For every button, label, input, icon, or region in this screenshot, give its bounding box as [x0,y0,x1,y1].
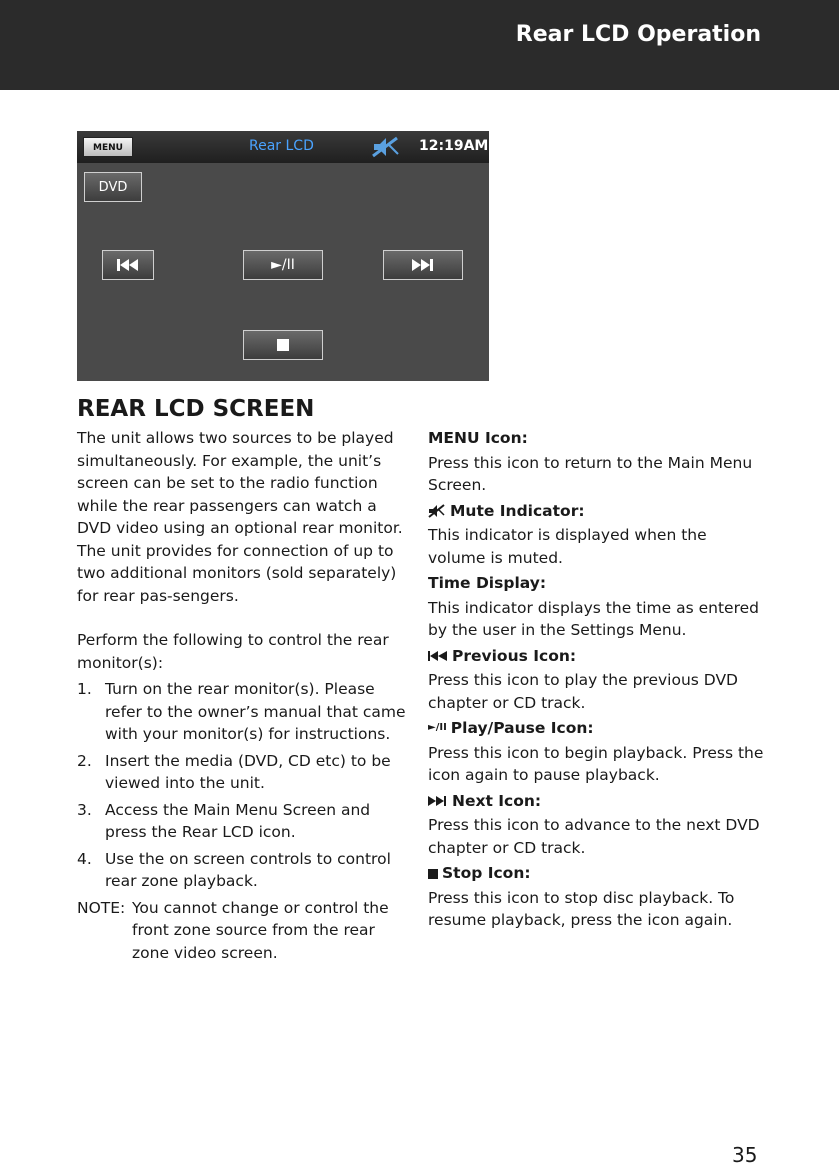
desc-stop-icon: Press this icon to stop disc playback. To resume playback, press the icon again. [428,888,735,930]
intro-paragraph: The unit allows two sources to be played simultaneously. For example, the unit’s screen can be set to the radio function while the rear passengers can watch a DVD video using an optional rear monitor. The unit provides for connection of up to two additional monitors (sold separately) for rear pas-sengers. [77,429,403,605]
step-number: 1. [77,680,92,698]
play-pause-button[interactable]: ►/II [243,250,323,280]
page-title: Rear LCD Operation [515,22,761,47]
right-column [428,427,768,935]
term-label: Next Icon: [452,791,542,810]
list-item [77,750,412,795]
list-item [77,848,412,893]
mute-icon [371,135,401,159]
desc-menu-icon: Press this icon to return to the Main Menu Screen. [428,453,753,494]
step-number: 4. [77,849,92,868]
desc-next-icon: Press this icon to advance to the next DVD chapter or CD track. [428,816,760,857]
menu-button[interactable]: MENU [83,137,133,157]
term-stop-icon [428,862,768,885]
desc-play-pause-icon: Press this icon to begin playback. Press the icon again to pause playback. [428,743,764,785]
list-item [77,799,412,844]
term-label: Stop Icon: [442,864,531,883]
step-text: Use the on screen controls to control rear zone playback. [105,849,391,890]
desc-previous-icon: Press this icon to play the previous DVD chapter or CD track. [428,671,738,712]
next-icon [428,796,448,806]
list-item [428,572,768,642]
step-number: 2. [77,751,92,770]
time-display: 12:19AM [419,138,489,154]
list-item [428,862,768,932]
header-band [0,0,839,90]
list-item [428,717,768,787]
list-item [428,427,768,497]
stop-icon [428,869,438,879]
previous-icon [117,259,139,271]
note-label: NOTE: [77,898,126,917]
term-mute-indicator [428,500,768,523]
list-item [428,790,768,860]
step-number: 3. [77,800,92,819]
next-icon [412,259,434,271]
step-text: Insert the media (DVD, CD etc) to be viewed into the unit. [105,751,391,792]
previous-icon [428,651,448,661]
term-previous-icon [428,645,768,668]
list-item [428,645,768,715]
term-next-icon [428,790,768,813]
term-menu-icon: MENU Icon: [428,429,528,447]
list-item [77,678,412,746]
page-number: 35 [732,1143,758,1167]
desc-time-display: This indicator displays the time as entered by the user in the Settings Menu. [428,598,759,639]
next-button[interactable] [383,250,463,280]
lcd-title: Rear LCD [249,138,314,154]
stop-icon [277,339,289,351]
section-heading: REAR LCD SCREEN [77,396,315,422]
step-text: Turn on the rear monitor(s). Please refer to the owner’s manual that came with your monitor(s) for instructions. [105,680,406,743]
step-text: Access the Main Menu Screen and press the Rear LCD icon. [105,800,371,841]
left-column [77,427,412,964]
play-pause-icon: ►/II [428,722,447,734]
term-label: Mute Indicator: [450,501,585,520]
term-label: Play/Pause Icon: [450,719,594,737]
dvd-button[interactable]: DVD [84,172,142,202]
mute-icon [428,504,446,518]
desc-mute-indicator: This indicator is displayed when the volume is muted. [428,526,707,567]
steps-list [77,678,412,893]
previous-button[interactable] [102,250,154,280]
note-text: You cannot change or control the front zone source from the rear zone video screen. [132,898,389,962]
term-label: Previous Icon: [452,646,577,665]
list-item [428,500,768,570]
term-time-display: Time Display: [428,574,547,592]
stop-button[interactable] [243,330,323,360]
lcd-top-bar [77,131,489,163]
note [77,897,412,965]
rear-lcd-screenshot [77,131,489,381]
instruction-paragraph: Perform the following to control the rear monitor(s): [77,631,389,672]
term-play-pause-icon [428,717,768,740]
